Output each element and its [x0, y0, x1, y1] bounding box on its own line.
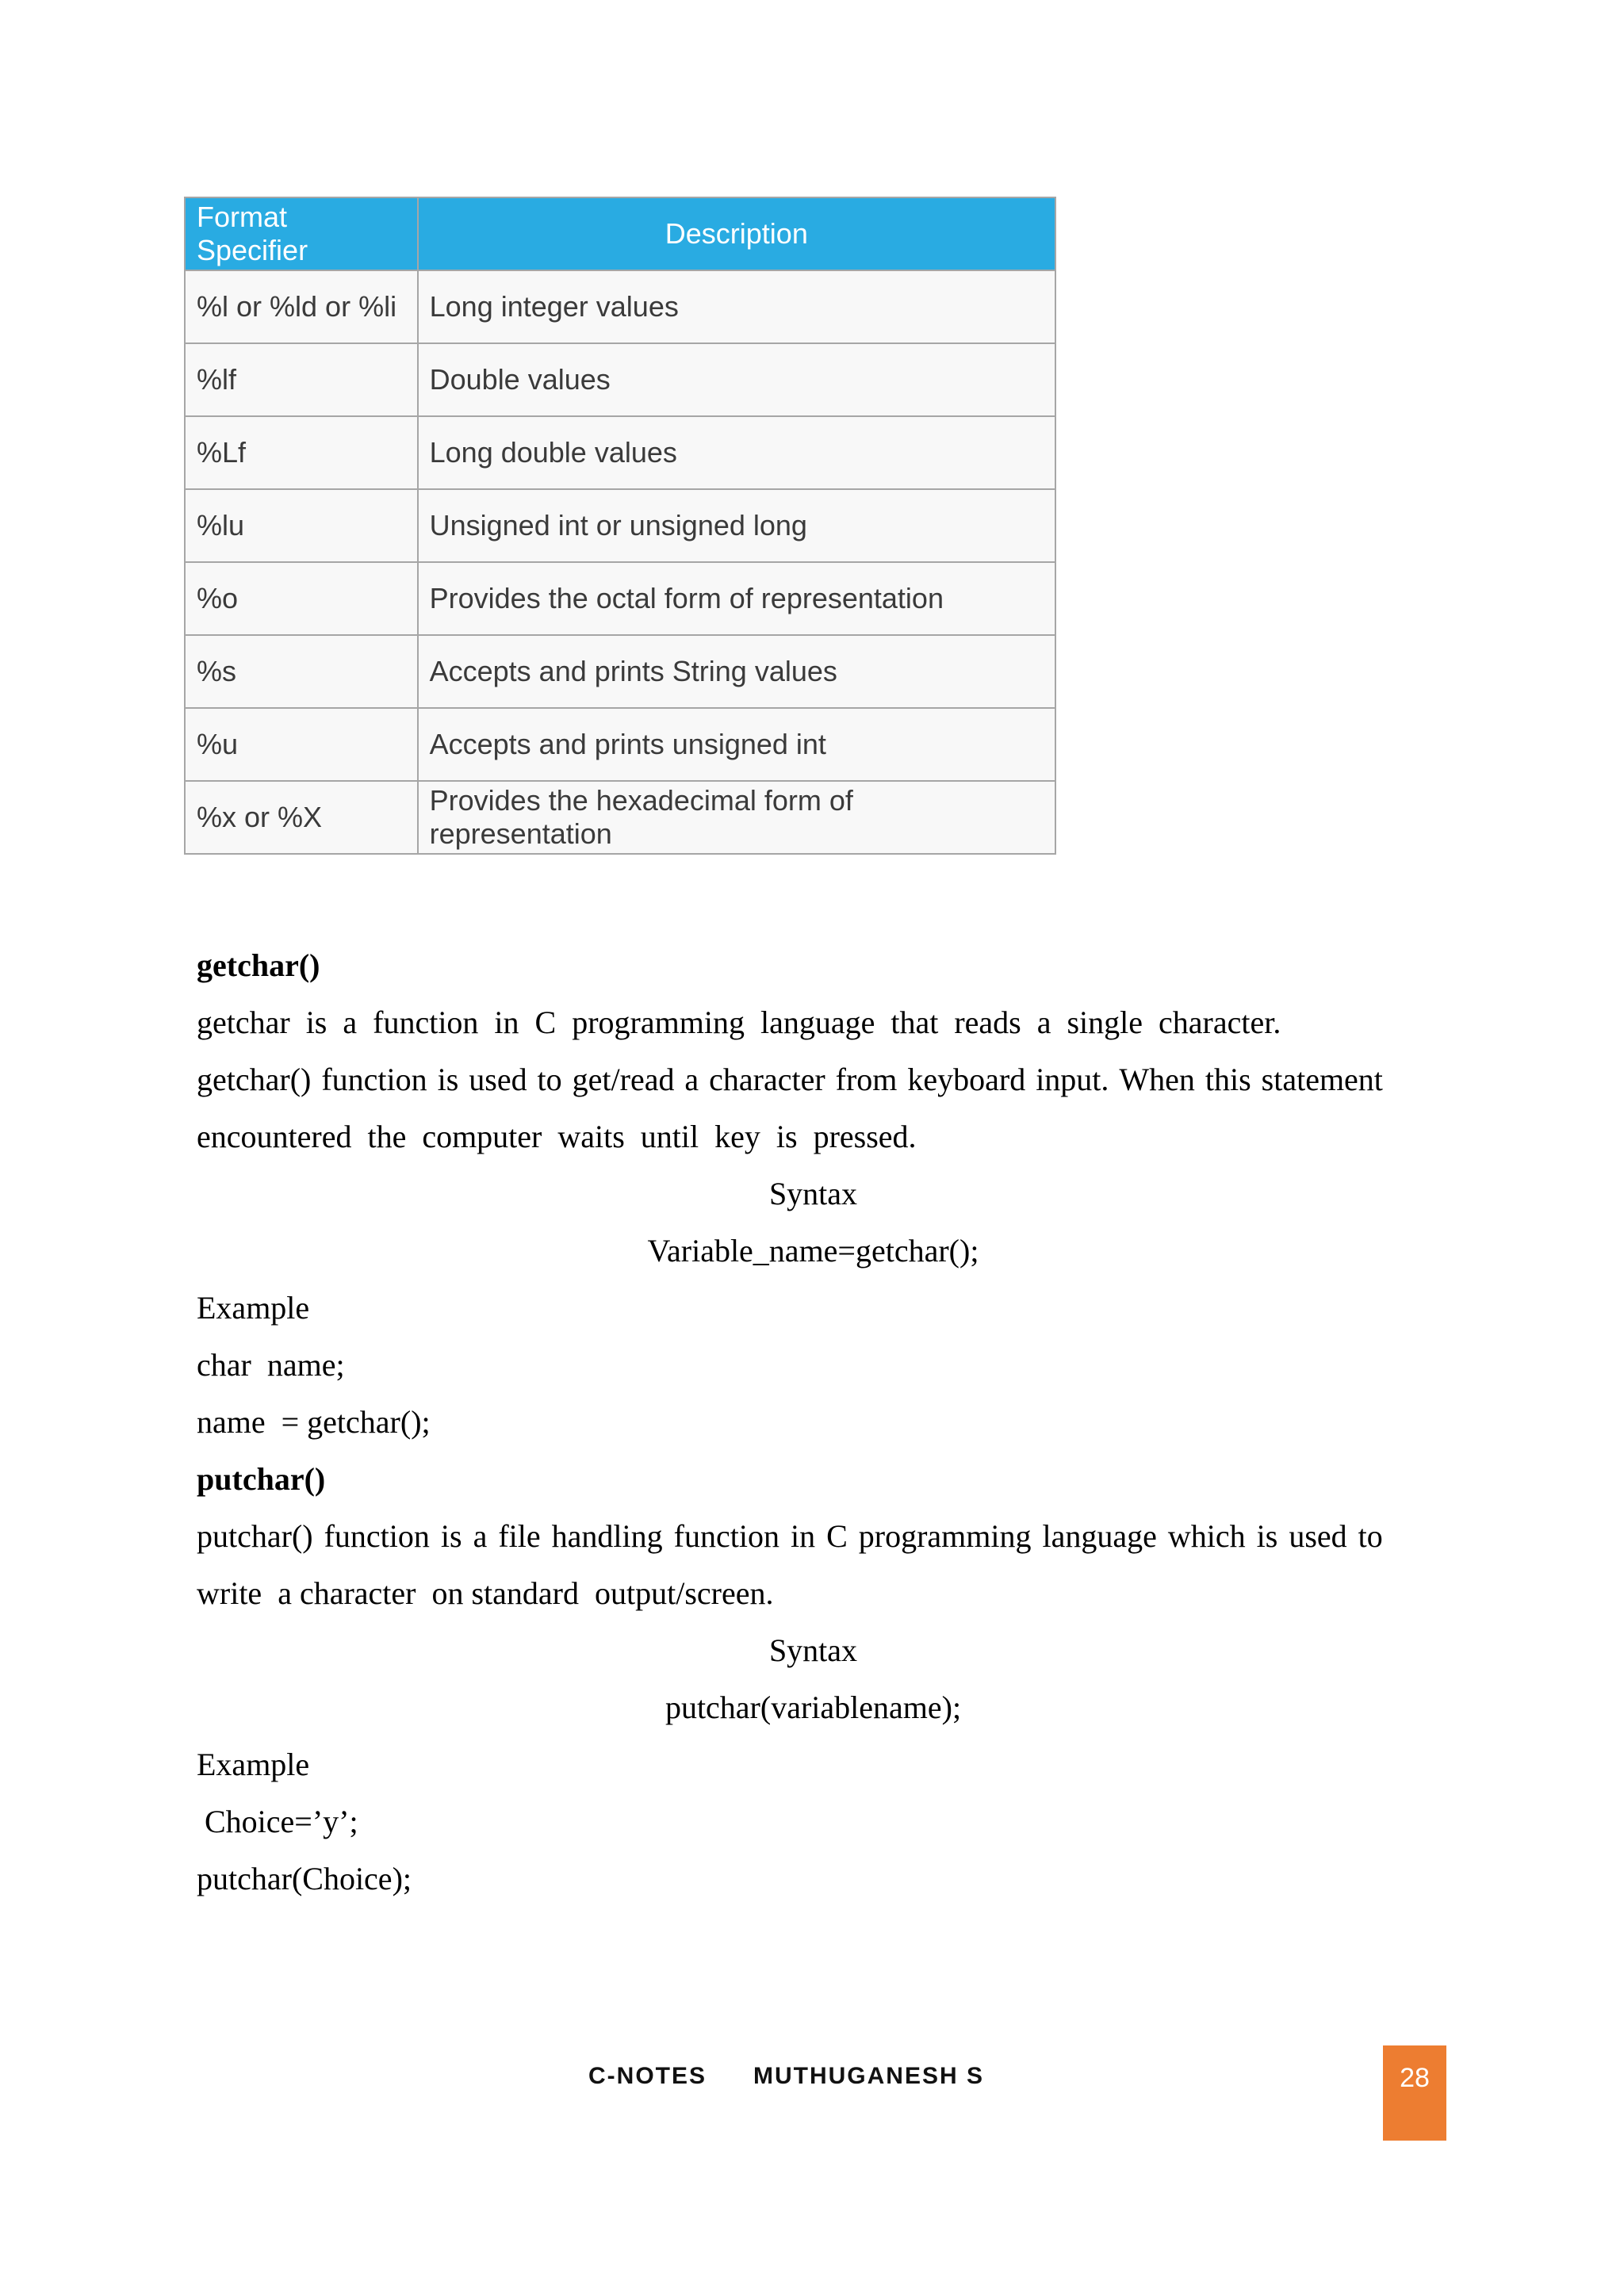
paragraph-word: used	[469, 1062, 527, 1097]
table-row	[185, 416, 1055, 489]
table-row	[185, 489, 1055, 562]
table-cell-description: Provides the hexadecimal form of representation	[418, 781, 1055, 854]
putchar-syntax-label: Syntax	[768, 1632, 858, 1668]
putchar-paragraph-line-1	[197, 1508, 1383, 1565]
paragraph-word: to	[1358, 1518, 1383, 1554]
getchar-paragraph-line-2	[197, 1051, 1383, 1108]
paragraph-word: function	[673, 1518, 779, 1554]
footer-title: C-NOTES	[588, 2063, 707, 2089]
putchar-example-line-1: Choice=’y’;	[197, 1804, 358, 1839]
table-header-description: Description	[418, 197, 1055, 270]
format-specifier-table	[184, 197, 1056, 855]
paragraph-word: a	[473, 1518, 488, 1554]
putchar-example-line-2: putchar(Choice);	[197, 1861, 412, 1896]
table-cell-specifier: %u	[185, 708, 418, 781]
getchar-syntax-label: Syntax	[768, 1176, 858, 1211]
putchar-syntax-code-line	[197, 1679, 1386, 1736]
table-header-specifier: Format Specifier	[185, 197, 418, 270]
paragraph-word: function	[324, 1518, 430, 1554]
document-body	[197, 937, 1386, 1908]
table-row	[185, 270, 1055, 343]
paragraph-word: When	[1119, 1062, 1195, 1097]
paragraph-word: is	[440, 1518, 462, 1554]
getchar-syntax-code: Variable_name=getchar();	[647, 1233, 979, 1269]
table-row	[185, 781, 1055, 854]
paragraph-word: a	[684, 1062, 699, 1097]
paragraph-word: is	[437, 1062, 459, 1097]
putchar-syntax-code: putchar(variablename);	[665, 1689, 962, 1725]
paragraph-word: is	[1256, 1518, 1278, 1554]
paragraph-word: character	[709, 1062, 825, 1097]
paragraph-word: function	[321, 1062, 427, 1097]
getchar-paragraph-line-3: encountered the computer waits until key is pressed.	[197, 1119, 917, 1154]
paragraph-word: C	[826, 1518, 848, 1554]
table-cell-description: Long double values	[418, 416, 1055, 489]
footer-author: MUTHUGANESH S	[753, 2063, 985, 2089]
table-cell-description: Long integer values	[418, 270, 1055, 343]
table-cell-specifier: %lu	[185, 489, 418, 562]
paragraph-word: getchar()	[197, 1062, 312, 1097]
table-cell-description: Provides the octal form of representation	[418, 562, 1055, 635]
table-cell-description: Accepts and prints String values	[418, 635, 1055, 708]
table-cell-description: Unsigned int or unsigned long	[418, 489, 1055, 562]
getchar-paragraph-text: getchar is a function in C programming language that reads a single character.	[197, 1004, 1281, 1040]
paragraph-word: keyboard	[907, 1062, 1026, 1097]
table-cell-specifier: %s	[185, 635, 418, 708]
table-row	[185, 562, 1055, 635]
paragraph-word: which	[1167, 1518, 1246, 1554]
paragraph-word: file	[498, 1518, 541, 1554]
paragraph-word: programming	[858, 1518, 1032, 1554]
table-cell-specifier: %lf	[185, 343, 418, 416]
paragraph-word: in	[790, 1518, 816, 1554]
paragraph-word: from	[835, 1062, 898, 1097]
paragraph-word: putchar()	[197, 1518, 313, 1554]
paragraph-word: language	[1042, 1518, 1157, 1554]
paragraph-word: get/read	[572, 1062, 675, 1097]
getchar-syntax-label-line	[197, 1165, 1386, 1223]
table-cell-specifier: %o	[185, 562, 418, 635]
paragraph-word: statement	[1261, 1062, 1383, 1097]
paragraph-word: to	[537, 1062, 562, 1097]
putchar-heading: putchar()	[197, 1461, 326, 1497]
getchar-example-line-1: char name;	[197, 1347, 345, 1383]
table-row	[185, 708, 1055, 781]
table-cell-specifier: %x or %X	[185, 781, 418, 854]
putchar-syntax-label-line	[197, 1622, 1386, 1679]
getchar-syntax-code-line	[197, 1223, 1386, 1280]
putchar-paragraph-line-2: write a character on standard output/screen.	[197, 1575, 774, 1611]
table-cell-specifier: %l or %ld or %li	[185, 270, 418, 343]
table-cell-description: Double values	[418, 343, 1055, 416]
paragraph-word: this	[1205, 1062, 1251, 1097]
paragraph-word: input.	[1036, 1062, 1109, 1097]
table-row	[185, 343, 1055, 416]
table-header-row	[185, 197, 1055, 270]
getchar-paragraph-line-1	[197, 994, 1386, 1051]
getchar-heading: getchar()	[197, 947, 320, 983]
getchar-example-line-2: name = getchar();	[197, 1404, 431, 1440]
paragraph-word: handling	[551, 1518, 663, 1554]
table-cell-specifier: %Lf	[185, 416, 418, 489]
getchar-example-label: Example	[197, 1290, 310, 1326]
paragraph-word: used	[1289, 1518, 1347, 1554]
table-cell-description: Accepts and prints unsigned int	[418, 708, 1055, 781]
table-row	[185, 635, 1055, 708]
page-number-badge: 28	[1383, 2045, 1446, 2141]
putchar-example-label: Example	[197, 1747, 310, 1782]
